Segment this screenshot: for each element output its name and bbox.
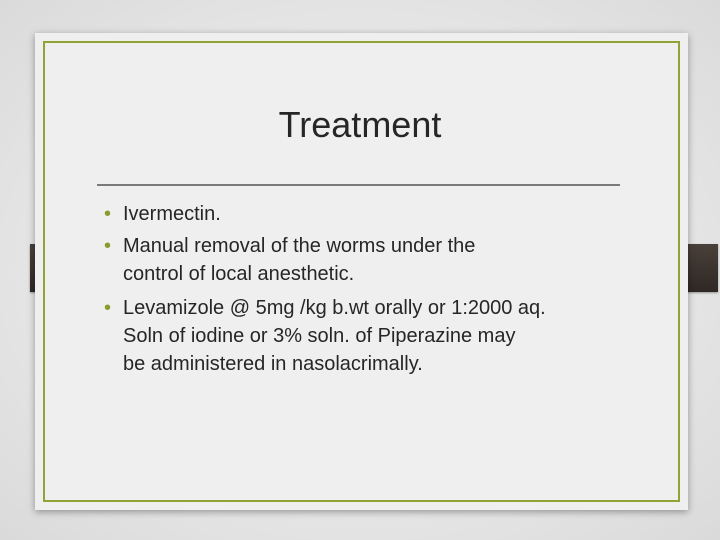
title-divider [97, 184, 620, 186]
bullet-list [101, 200, 661, 378]
bullet-text: Ivermectin. [123, 203, 221, 225]
bullet-item-levamizole [101, 294, 661, 378]
bullet-text: Manual removal of the worms under the control of local anesthetic. [123, 235, 476, 285]
slide-title: Treatment [278, 104, 442, 145]
bullet-item-manual-removal [101, 232, 661, 288]
bullet-item-ivermectin [101, 200, 661, 228]
bullet-icon: • [104, 297, 112, 319]
bullet-text: Levamizole @ 5mg /kg b.wt orally or 1:2000 aq. Soln of iodine or 3% soln. of Piperazine may be administered in nasolacrimally. [123, 297, 546, 375]
bullet-icon: • [104, 235, 112, 257]
bullet-icon: • [104, 203, 112, 225]
